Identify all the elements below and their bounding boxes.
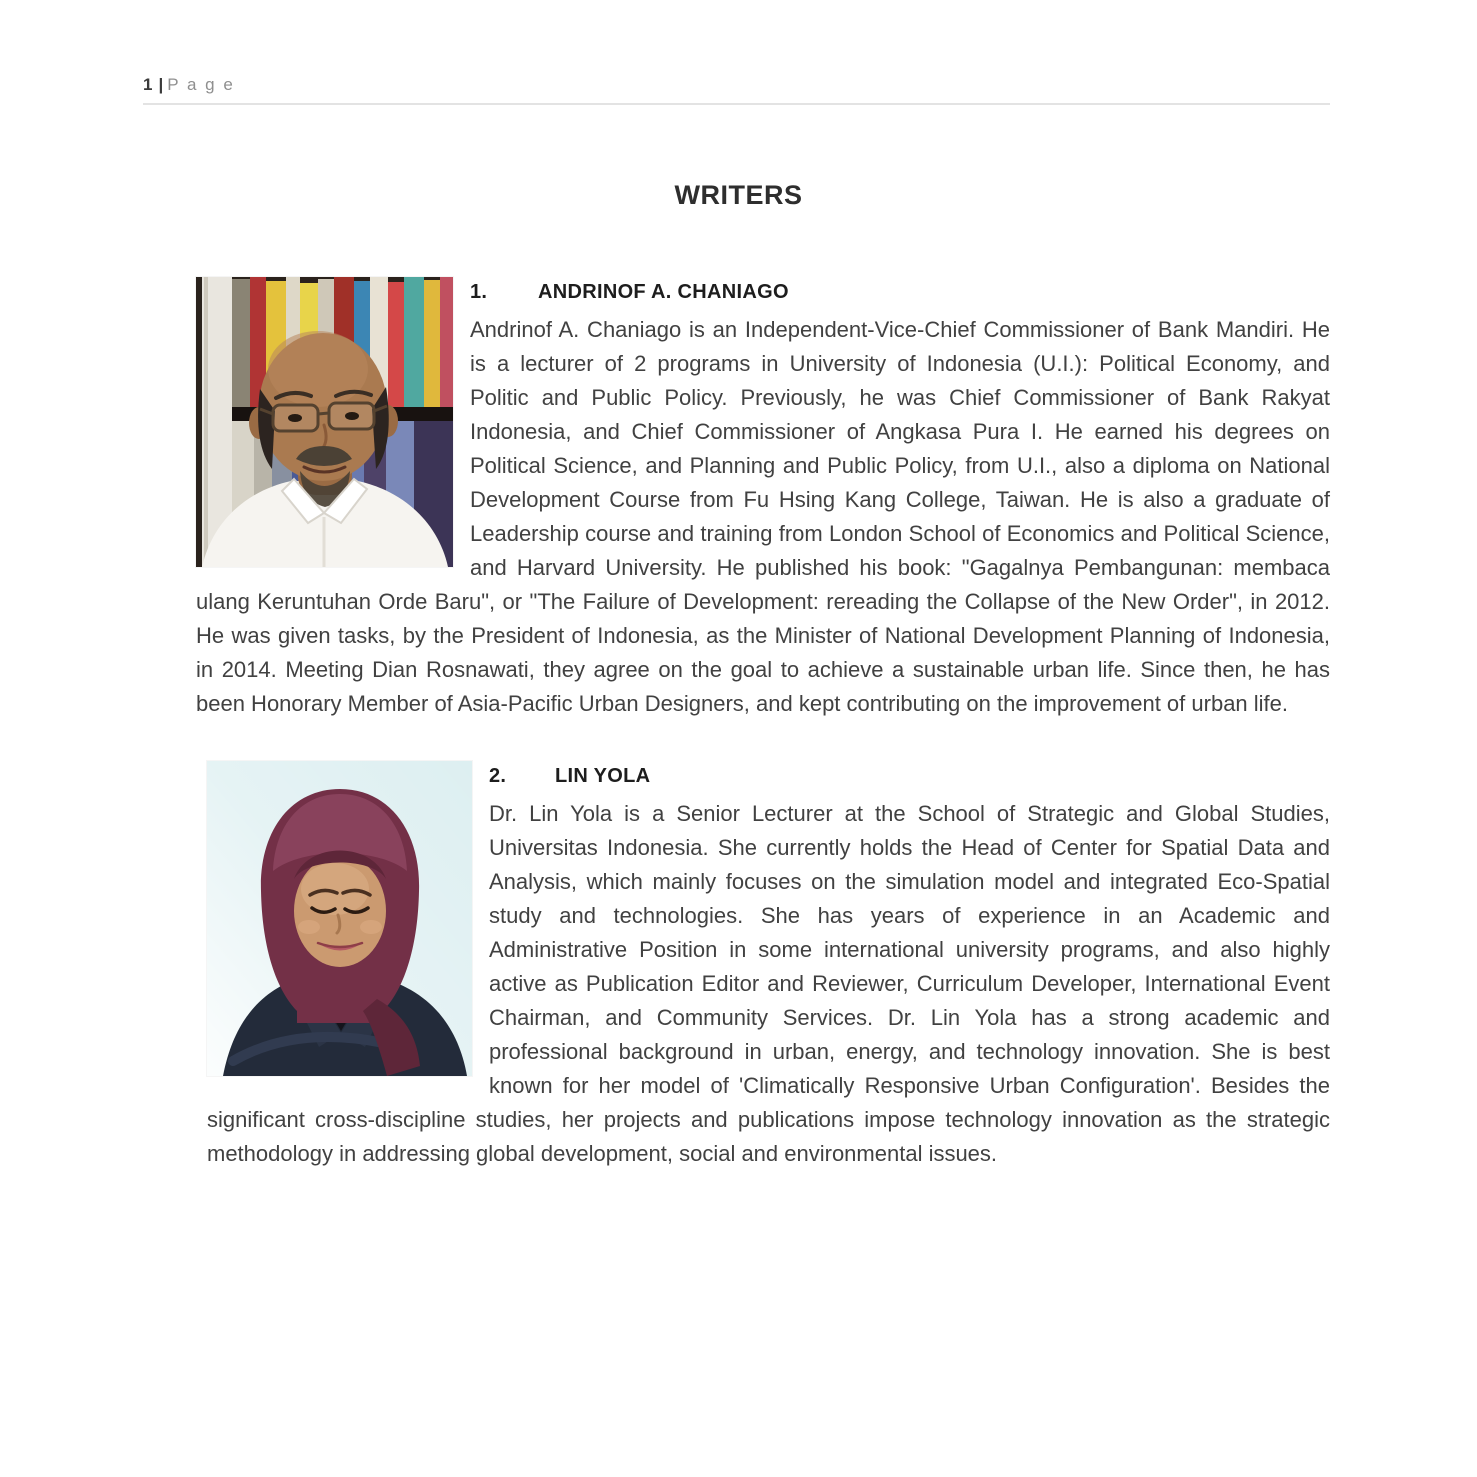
writer-section-andrinof [196, 277, 1330, 721]
writer-bio-andrinof: Andrinof A. Chaniago is an Independent-Vice-Chief Commissioner of Bank Mandiri. He is a lecturer of 2 programs in University of Indonesia (U.I.): Political Economy, and Politic and Public Policy. Previously, he was Chief Commissioner of Bank Rakyat Indonesia, and Chief Commissioner of Angkasa Pura I. He earned his degrees on Political Science, and Planning and Public Policy, from U.I., also a diploma on National Development Course from Fu Hsing Kang College, Taiwan. He is also a graduate of Leadership course and training from London School of Economics and Political Science, and Harvard University. He published his book: "Gagalnya Pembangunan: membaca ulang Keruntuhan Orde Baru", or "The Failure of Development: rereading the Collapse of the New Order", in 2012. He was given tasks, by the President of Indonesia, as the Minister of National Development Planning of Indonesia, in 2014. Meeting Dian Rosnawati, they agree on the goal to achieve a sustainable urban life. Since then, he has been Honorary Member of Asia-Pacific Urban Designers, and kept contributing on the improvement of urban life. [196, 317, 1330, 716]
writer-number: 2. [489, 765, 507, 787]
writer-photo-lin-yola [207, 761, 472, 1076]
writer-name: ANDRINOF A. CHANIAGO [538, 281, 789, 303]
portrait-man-bookshelf-illustration [196, 277, 453, 567]
writer-number: 1. [470, 281, 488, 303]
page-header [143, 0, 1330, 105]
page-number-separator: | [158, 75, 164, 94]
writer-photo-andrinof [196, 277, 453, 567]
portrait-woman-hijab-illustration [207, 761, 472, 1076]
writer-name: LIN YOLA [555, 765, 651, 787]
page-number: 1 [143, 75, 153, 94]
page-title: WRITERS [674, 180, 803, 210]
writer-section-lin-yola [207, 761, 1330, 1171]
page-word: P a g e [167, 75, 235, 94]
writer-bio-lin-yola: Dr. Lin Yola is a Senior Lecturer at the School of Strategic and Global Studies, Universitas Indonesia. She currently holds the Head of Center for Spatial Data and Analysis, which mainly focuses on the simulation model and integrated Eco-Spatial study and technologies. She has years of experience in an Academic and Administrative Position in some international university programs, and also highly active as Publication Editor and Reviewer, Curriculum Developer, International Event Chairman, and Community Services. Dr. Lin Yola has a strong academic and professional background in urban, energy, and technology innovation. She is best known for her model of 'Climatically Responsive Urban Configuration'. Besides the significant cross-discipline studies, her projects and publications impose technology innovation as the strategic methodology in addressing global development, social and environmental issues. [207, 801, 1330, 1166]
